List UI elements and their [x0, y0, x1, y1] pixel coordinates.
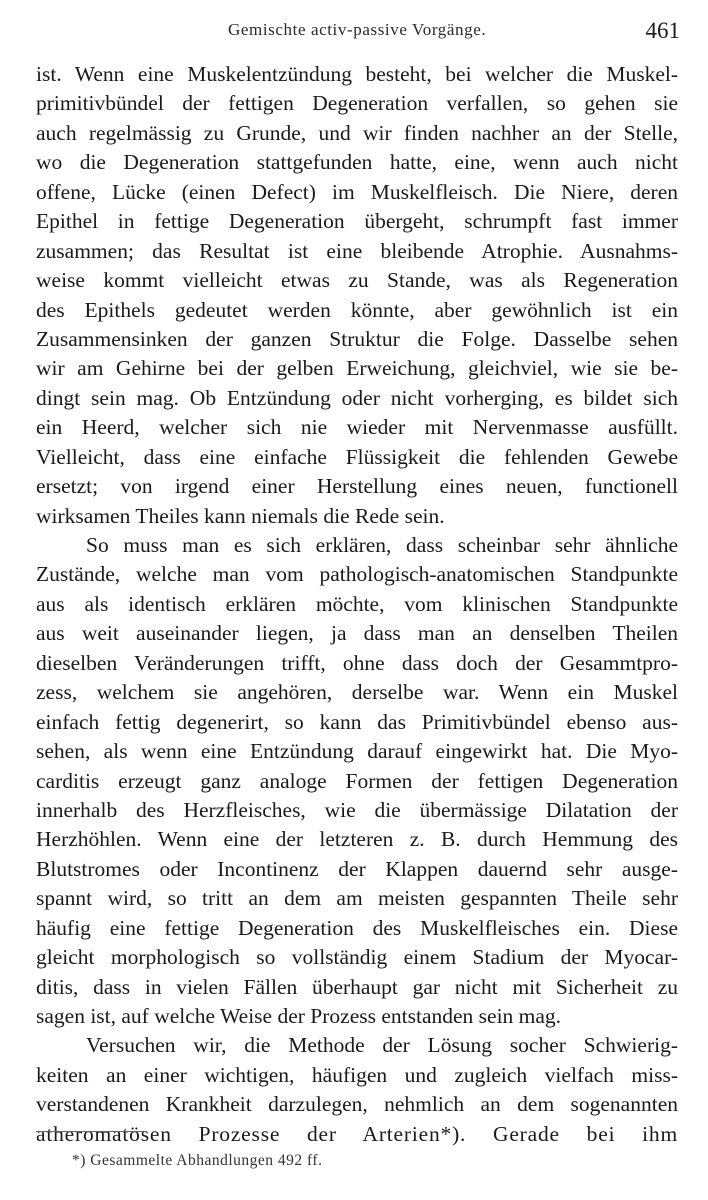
text-line: ist. Wenn eine Muskelentzündung besteht, bei welcher die Muskel- [36, 62, 678, 86]
page-number: 461 [645, 18, 680, 43]
text-line: spannt wird, so tritt an dem am meisten gespannten Theile sehr [36, 886, 678, 911]
text-line: zusammen; das Resultat ist eine bleibende Atrophie. Ausnahms- [36, 238, 678, 263]
text-line: sehen, als wenn eine Entzündung darauf eingewirkt hat. Die Myo- [36, 739, 678, 764]
text-line: ditis, dass in vielen Fällen überhaupt gar nicht mit Sicherheit zu [36, 974, 678, 999]
text-line: Blutstromes oder Incontinenz der Klappen dauernd sehr ausge- [36, 856, 678, 881]
text-line: Zusammensinken der ganzen Struktur die Folge. Dasselbe sehen [36, 326, 678, 351]
text-line: zess, welchem sie angehören, derselbe war. Wenn ein Muskel [36, 680, 678, 705]
text-line: dingt sein mag. Ob Entzündung oder nicht vorherging, es bildet sich [36, 385, 678, 410]
paragraph-first-line: Versuchen wir, die Methode der Lösung socher Schwierig- [86, 1033, 678, 1058]
text-line: Epithel in fettige Degeneration übergeht, schrumpft fast immer [36, 209, 678, 234]
running-header [0, 18, 708, 48]
text-line: Herzhöhlen. Wenn eine der letzteren z. B. durch Hemmung des [36, 827, 678, 852]
text-line: aus weit auseinander liegen, ja dass man an denselben Theilen [36, 621, 678, 646]
text-line: ersetzt; von irgend einer Herstellung eines neuen, functionell [36, 474, 678, 499]
body-text [36, 60, 678, 1149]
running-title: Gemischte activ-passive Vorgänge. [228, 20, 487, 39]
paragraph-last-line: sagen ist, auf welche Weise der Prozess entstanden sein mag. [36, 1004, 562, 1028]
text-line: atheromatösen Prozesse der Arterien*). Gerade bei ihm [36, 1121, 678, 1146]
text-line: Zustände, welche man vom pathologisch-anatomischen Standpunkte [36, 562, 678, 587]
text-line: primitivbündel der fettigen Degeneration verfallen, so gehen sie [36, 91, 678, 116]
text-line: aus als identisch erklären möchte, vom klinischen Standpunkte [36, 591, 678, 616]
text-line: wo die Degeneration stattgefunden hatte, eine, wenn auch nicht [36, 150, 678, 175]
footnote-divider [36, 1131, 146, 1132]
text-line: weise kommt vielleicht etwas zu Stande, was als Regeneration [36, 268, 678, 293]
text-line: dieselben Veränderungen trifft, ohne dass doch der Gesammtpro- [36, 650, 678, 675]
text-line: häufig eine fettige Degeneration des Muskelfleisches ein. Diese [36, 915, 678, 940]
footnote: *) Gesammelte Abhandlungen 492 ff. [72, 1152, 323, 1169]
text-line: ein Heerd, welcher sich nie wieder mit Nervenmasse ausfüllt. [36, 415, 678, 440]
text-line: offene, Lücke (einen Defect) im Muskelfleisch. Die Niere, deren [36, 179, 678, 204]
paragraph-last-line: wirksamen Theiles kann niemals die Rede sein. [36, 503, 445, 528]
text-line: einfach fettig degenerirt, so kann das Primitivbündel ebenso aus- [36, 709, 678, 734]
text-line: des Epithels gedeutet werden könnte, aber gewöhnlich ist ein [36, 297, 678, 322]
text-line: keiten an einer wichtigen, häufigen und zugleich vielfach miss- [36, 1062, 678, 1087]
text-line: carditis erzeugt ganz analoge Formen der fettigen Degeneration [36, 768, 678, 793]
text-line: gleicht morphologisch so vollständig einem Stadium der Myocar- [36, 945, 678, 970]
text-line: verstandenen Krankheit darzulegen, nehmlich an dem sogenannten [36, 1092, 678, 1117]
text-line: auch regelmässig zu Grunde, und wir finden nachher an der Stelle, [36, 120, 678, 145]
text-line: Vielleicht, dass eine einfache Flüssigkeit die fehlenden Gewebe [36, 444, 678, 469]
text-line: innerhalb des Herzfleisches, wie die übermässige Dilatation der [36, 797, 678, 822]
paragraph-first-line: So muss man es sich erklären, dass scheinbar sehr ähnliche [86, 533, 678, 557]
text-line: wir am Gehirne bei der gelben Erweichung, gleichviel, wie sie be- [36, 356, 678, 381]
